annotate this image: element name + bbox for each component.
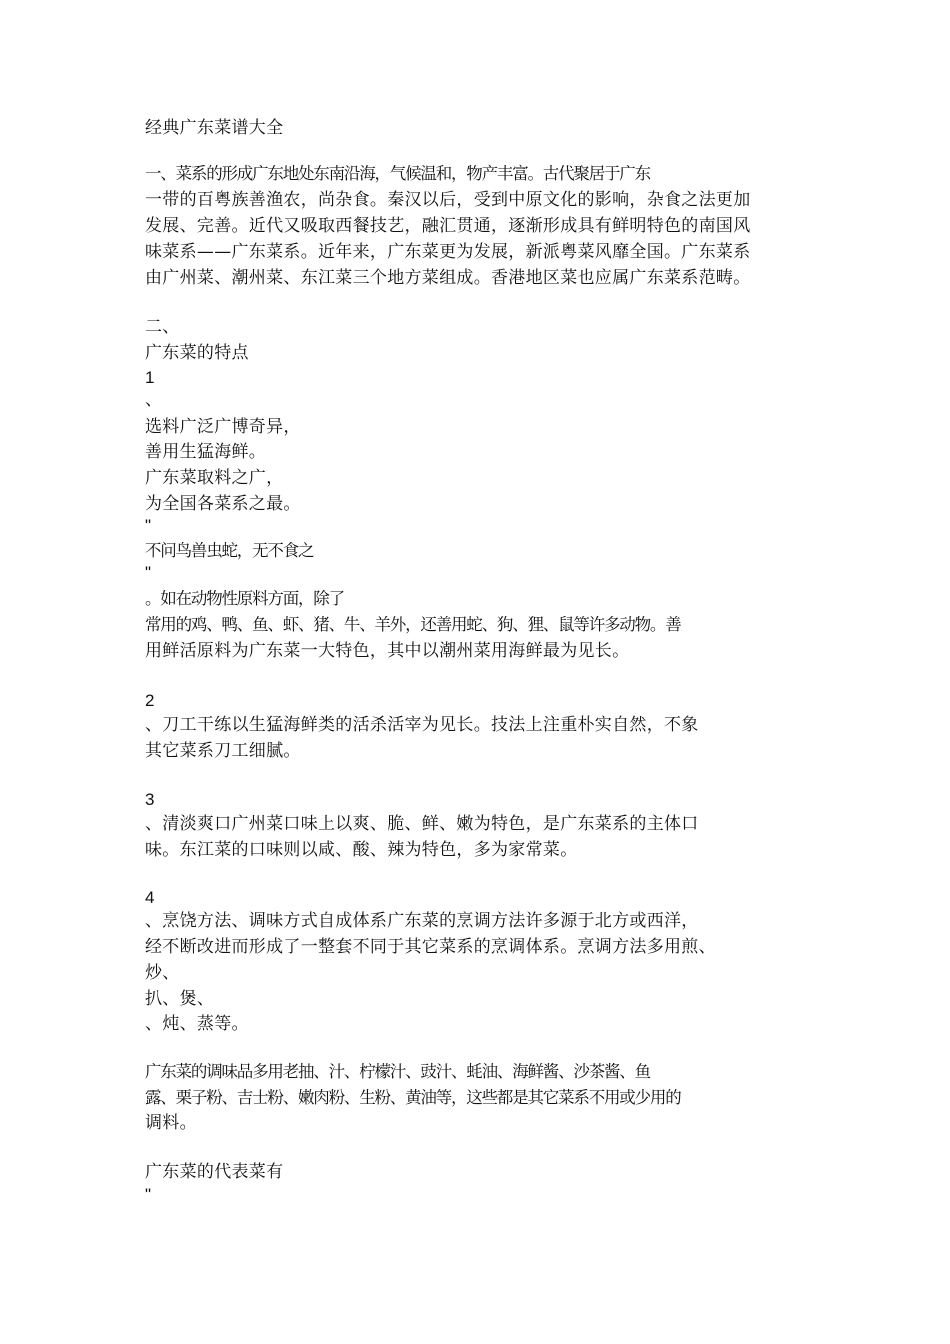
- point4-line-1: 、烹饶方法、调味方式自成体系广东菜的烹调方法许多源于北方或西洋，: [145, 911, 699, 931]
- point4-line-3: 炒、: [145, 963, 180, 983]
- point4-line-4: 扒、煲、: [145, 989, 215, 1009]
- point2-line-1: 、刀工干练以生猛海鲜类的活杀活宰为见长。技法上注重朴实自然，不象: [145, 715, 699, 735]
- representative-heading: 广东菜的代表菜有: [145, 1162, 284, 1182]
- point1-line-7: 常用的鸡、鸭、鱼、虾、猪、牛、羊外，还善用蛇、狗、狸、鼠等许多动物。善: [145, 615, 681, 634]
- point3-line-2: 味。东江菜的口味则以咸、酸、辣为特色，多为家常菜。: [145, 840, 578, 860]
- section2-number: 二、: [145, 317, 180, 337]
- point1-line-4: 为全国各菜系之最。: [145, 494, 301, 514]
- point1-separator: 、: [145, 390, 163, 410]
- point4-line-5: 、炖、蒸等。: [145, 1014, 249, 1034]
- seasoning-line-3: 调料。: [145, 1113, 197, 1133]
- section1-line-4: 味菜系——广东菜系。近年来，广东菜更为发展，新派粤菜风靡全国。广东菜系: [145, 242, 751, 262]
- point4-number: 4: [145, 888, 155, 907]
- seasoning-line-2: 露、栗子粉、吉士粉、嫩肉粉、生粉、黄油等，这些都是其它菜系不用或少用的: [145, 1088, 681, 1107]
- point4-line-2: 经不断改进而形成了一整套不同于其它菜系的烹调体系。烹调方法多用煎、: [145, 937, 716, 957]
- section1-line-5: 由广州菜、潮州菜、东江菜三个地方菜组成。香港地区菜也应属广东菜系范畴。: [145, 268, 751, 288]
- point1-line-5: 不问鸟兽虫蛇，无不食之: [145, 541, 314, 560]
- point3-line-1: 、清淡爽口广州菜口味上以爽、脆、鲜、嫩为特色，是广东菜系的主体口: [145, 814, 699, 834]
- point1-line-8: 用鲜活原料为广东菜一大特色，其中以潮州菜用海鲜最为见长。: [145, 641, 630, 661]
- point1-quote-close: ": [145, 563, 152, 582]
- point1-quote-open: ": [145, 516, 152, 535]
- document-title: 经典广东菜谱大全: [145, 118, 284, 138]
- point1-number: 1: [145, 368, 155, 387]
- section1-line-3: 发展、完善。近代又吸取西餐技艺，融汇贯通，逐渐形成具有鲜明特色的南国风: [145, 216, 751, 236]
- section2-heading: 广东菜的特点: [145, 343, 249, 363]
- seasoning-line-1: 广东菜的调味品多用老抽、汁、柠檬汁、豉汁、蚝油、海鲜酱、沙茶酱、鱼: [145, 1062, 650, 1081]
- representative-quote: ": [145, 1185, 152, 1204]
- point1-line-2: 善用生猛海鲜。: [145, 442, 267, 462]
- point3-number: 3: [145, 790, 155, 809]
- section1-line-1: 一、菜系的形成广东地处东南沿海，气候温和，物产丰富。古代聚居于广东: [145, 164, 650, 183]
- point1-line-1: 选料广泛广博奇异，: [145, 417, 301, 437]
- point1-line-6: 。如在动物性原料方面，除了: [145, 589, 344, 608]
- point2-line-2: 其它菜系刀工细腻。: [145, 741, 301, 761]
- section1-line-2: 一带的百粤族善渔农，尚杂食。秦汉以后，受到中原文化的影响，杂食之法更加: [145, 190, 751, 210]
- point2-number: 2: [145, 691, 155, 710]
- point1-line-3: 广东菜取料之广，: [145, 468, 284, 488]
